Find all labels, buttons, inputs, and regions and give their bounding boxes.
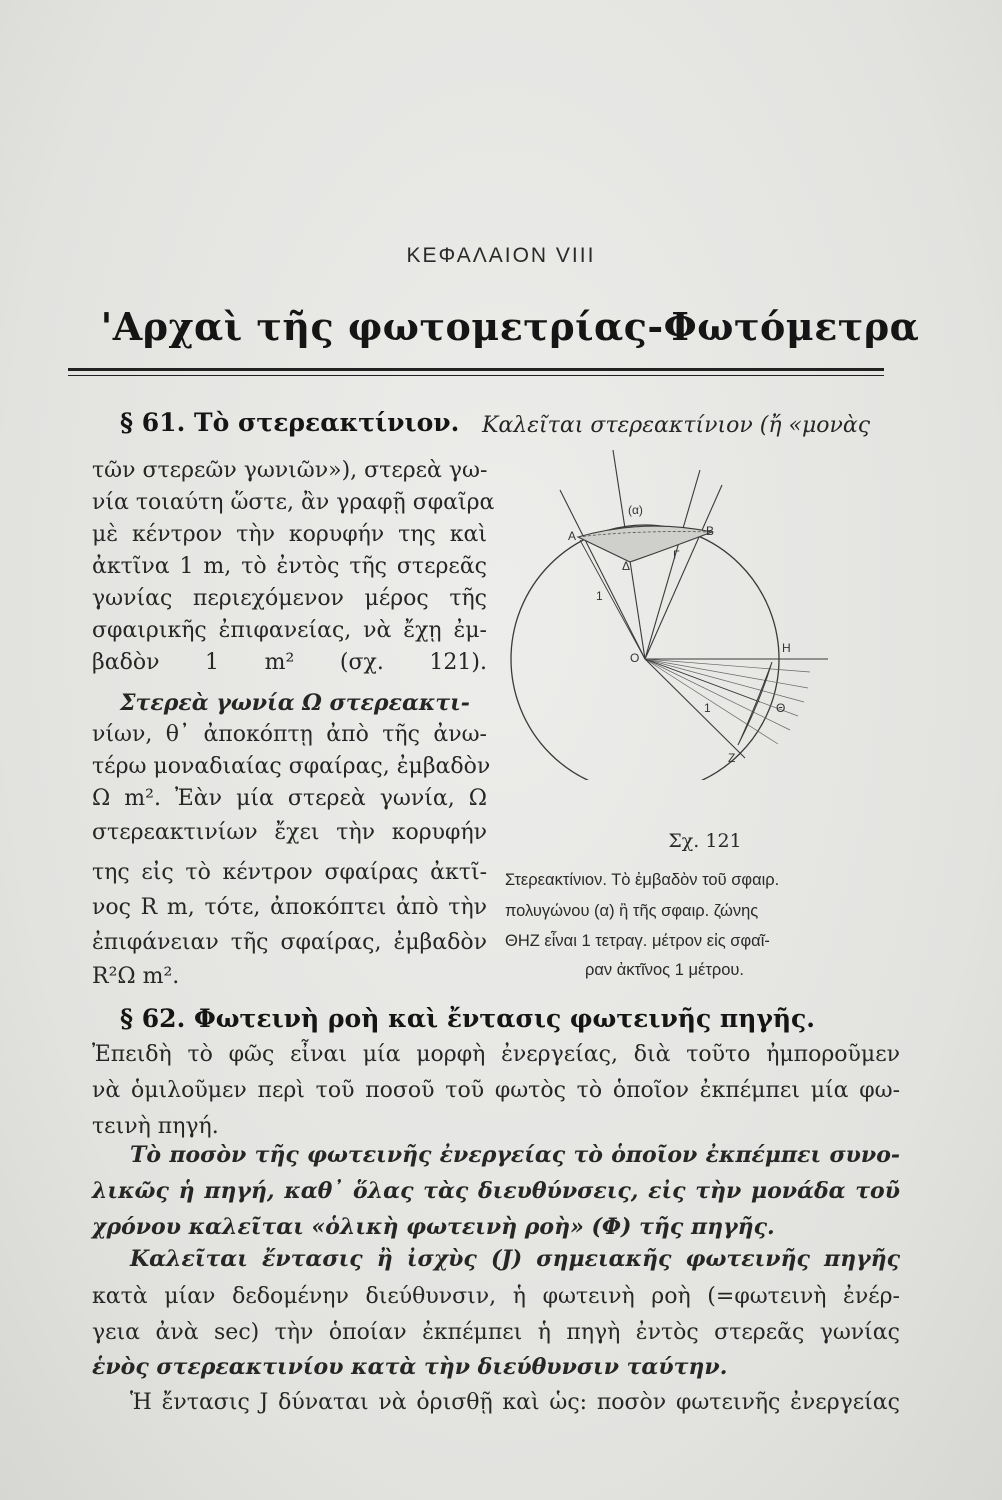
caption-line-3: ραν ἀκτῖνος 1 μέτρου. [585, 961, 745, 979]
caption-line-1: πολυγώνου (α) ἢ τῆς σφαιρ. ζώνης [505, 902, 759, 920]
s61-line-8: Στερεὰ γωνία Ω στερεακτι- [120, 690, 470, 716]
s62-line-3: Τὸ ποσὸν τῆς φωτεινῆς ἐνεργείας τὸ ὁποῖον ἐκπέμπει συνο- [130, 1142, 900, 1168]
label-H: Η [782, 641, 791, 655]
s62-line-8: γεια ἀνὰ sec) τὴν ὁποίαν ἐκπέμπει ἡ πηγὴ ἐντὸς στερεᾶς γωνίας [92, 1320, 900, 1345]
s62-line-7: κατὰ μίαν δεδομένην διεύθυνσιν, ἡ φωτεινὴ ροὴ (=φωτεινὴ ἐνέρ- [92, 1284, 900, 1309]
s61-line-1: τῶν στερεῶν γωνιῶν»), στερεὰ γω- [92, 458, 488, 483]
label-Z: Ζ [728, 751, 736, 765]
s61-line-16: R²Ω m². [92, 964, 180, 989]
caption-line-2: ΘΗΖ εἶναι 1 τετραγ. μέτρον εἰς σφαῖ- [505, 932, 770, 950]
s61-line-3: μὲ κέντρον τὴν κορυφήν της καὶ [92, 522, 487, 547]
figure-label: Σχ. 121 [668, 830, 742, 852]
s62-line-9: ἑνὸς στερεακτινίου κατὰ τὴν διεύθυνσιν ταύτην. [92, 1354, 728, 1380]
s61-line-7: βαδὸν 1 m² (σχ. 121). [92, 650, 487, 675]
chapter-heading: ΚΕΦΑΛΑΙΟΝ VIII [406, 244, 596, 267]
label-O: Ο [630, 651, 640, 665]
sphere-outline [511, 525, 779, 780]
s61-line-5: γωνίας περιεχόμενον μέρος τῆς [92, 586, 487, 611]
caption-line-0: Στερεακτίνιον. Τὸ ἐμβαδὸν τοῦ σφαιρ. [505, 871, 780, 889]
s61-line-14: νος R m, τότε, ἀποκόπτει ἀπὸ τὴν [92, 895, 487, 920]
spherical-polygon-a [578, 524, 715, 562]
s62-line-10: Ἡ ἔντασις J δύναται νὰ ὁρισθῇ καὶ ὡς: ποσὸν φωτεινῆς ἐνεργείας [130, 1390, 900, 1415]
title-rule-thick [68, 368, 884, 371]
s62-line-0: Ἐπειδὴ τὸ φῶς εἶναι μία μορφὴ ἐνεργείας, διὰ τοῦτο ἠμποροῦμεν [92, 1042, 900, 1067]
cone-line-front [645, 470, 700, 659]
fan-ray-5 [645, 659, 790, 730]
s61-line-2: νία τοιαύτη ὥστε, ἂν γραφῇ σφαῖρα [92, 490, 495, 515]
s61-line-12: στερεακτινίων ἔχει τὴν κορυφήν [92, 820, 487, 845]
chapter-title: 'Αρχαὶ τῆς φωτομετρίας-Φωτόμετρα [100, 304, 920, 349]
s61-line-11: Ω m². Ἐὰν μία στερεὰ γωνία, Ω [92, 786, 487, 811]
s61-line-13: της εἰς τὸ κέντρον σφαίρας ἀκτῖ- [92, 860, 487, 885]
s61-line-0: Καλεῖται στερεακτίνιον (ἤ «μονὰς [482, 413, 871, 438]
label-G: Γ [673, 548, 680, 562]
label-one-lower: 1 [704, 701, 711, 715]
s62-line-6: Καλεῖται ἔντασις ἢ ἰσχὺς (J) σημειακῆς φωτεινῆς πηγῆς [130, 1246, 900, 1272]
s61-line-9: νίων, θ᾽ ἀποκόπτῃ ἀπὸ τῆς ἀνω- [92, 722, 487, 747]
section-62-heading: § 62. Φωτεινὴ ροὴ καὶ ἔντασις φωτεινῆς πηγῆς. [120, 1004, 815, 1033]
s61-line-6: σφαιρικῆς ἐπιφανείας, νὰ ἔχῃ ἐμ- [92, 618, 487, 643]
s62-line-5: χρόνου καλεῖται «ὁλικὴ φωτεινὴ ροὴ» (Φ) τῆς πηγῆς. [92, 1214, 775, 1240]
label-B: Β [706, 524, 715, 538]
title-rule-thin [68, 375, 884, 376]
s61-line-4: ἀκτῖνα 1 m, τὸ ἐντὸς τῆς στερεᾶς [92, 554, 487, 579]
label-a: (α) [628, 503, 643, 517]
label-TH: Θ [776, 701, 786, 715]
label-A: Α [568, 529, 577, 543]
label-D: Δ [622, 559, 631, 573]
figure-121-diagram [510, 440, 840, 780]
s62-line-2: τεινὴ πηγή. [92, 1114, 219, 1139]
s61-line-15: ἐπιφάνειαν τῆς σφαίρας, ἐμβαδὸν [92, 930, 487, 955]
label-one-upper: 1 [596, 589, 603, 603]
s61-line-10: τέρω μοναδιαίας σφαίρας, ἐμβαδὸν [92, 754, 491, 779]
section-61-heading: § 61. Τὸ στερεακτίνιον. [120, 408, 460, 437]
s62-line-1: νὰ ὁμιλοῦμεν περὶ τοῦ ποσοῦ τοῦ φωτὸς τὸ ὁποῖον ἐκπέμπει μία φω- [92, 1078, 900, 1103]
s62-line-4: λικῶς ἡ πηγή, καθ᾽ ὅλας τὰς διευθύνσεις, εἰς τὴν μονάδα τοῦ [92, 1178, 900, 1204]
cone-line-right [645, 485, 722, 659]
spherical-zone-THZ [738, 662, 772, 745]
